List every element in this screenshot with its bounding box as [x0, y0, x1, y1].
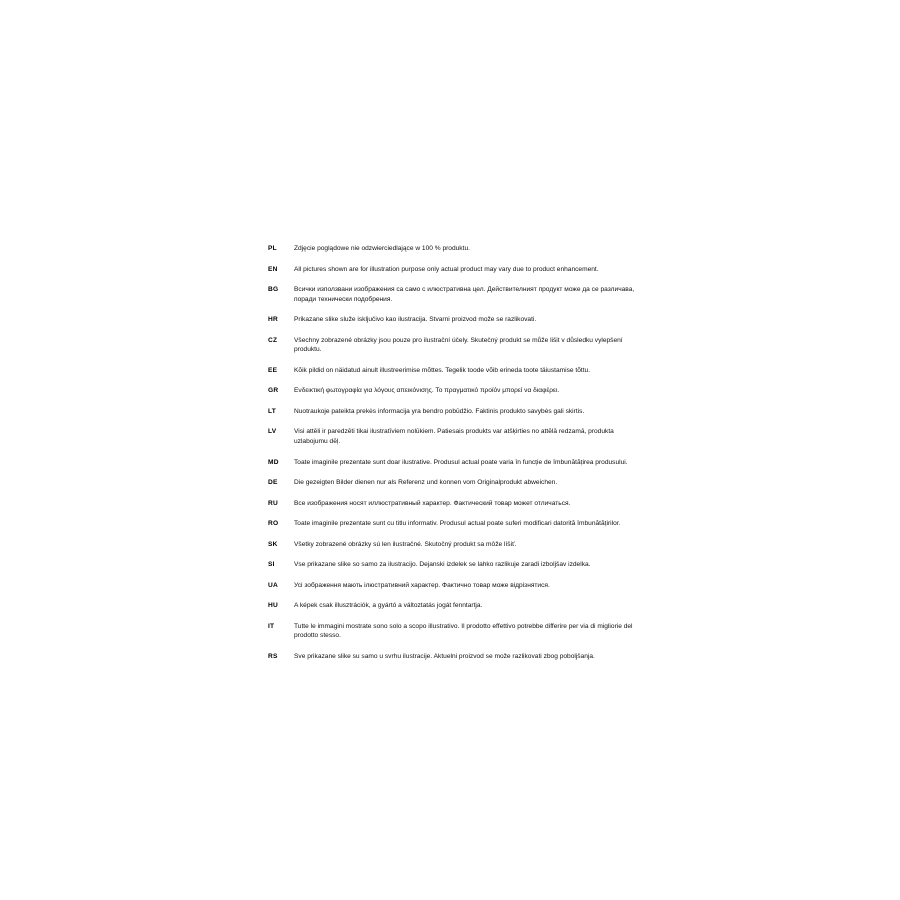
language-code: BG	[268, 286, 279, 294]
disclaimer-text: Sve prikazane slike su samo u svrhu ilustracije. Aktuelni proizvod se može razlikovati zbog poboljšanja.	[294, 653, 595, 661]
disclaimer-row	[268, 581, 668, 591]
language-code: SI	[268, 561, 275, 569]
disclaimer-text: A képek csak illusztrációk, a gyártó a változtatás jogát fenntartja.	[294, 602, 483, 610]
disclaimer-text: Toate imaginile prezentate sunt doar ilustrative. Produsul actual poate varia în funcție de îmbunătățirea produsului.	[294, 458, 628, 466]
disclaimer-text: All pictures shown are for illustration purpose only actual product may vary due to product enhancement.	[294, 265, 599, 273]
disclaimer-text: Vse prikazane slike so samo za ilustracijo. Dejanski izdelek se lahko razlikuje zaradi izboljšav izdelka.	[294, 561, 591, 569]
language-code: HU	[268, 602, 278, 610]
disclaimer-row	[268, 458, 668, 468]
disclaimer-text: Visi attēli ir paredzēti tikai ilustratīviem nolūkiem. Patiesais produkts var atšķirties no attēlā redzamā, produkta uzlabojumu dēļ.	[294, 428, 614, 446]
disclaimer-text: Všetky zobrazené obrázky sú len ilustračné. Skutočný produkt sa môže líšiť.	[294, 540, 517, 548]
disclaimer-row	[268, 407, 668, 417]
disclaimer-row	[268, 560, 668, 570]
language-code: UA	[268, 581, 278, 589]
disclaimer-text: Prikazane slike služe isključivo kao ilustracija. Stvarni proizvod može se razlikovati.	[294, 316, 537, 324]
language-code: DE	[268, 479, 278, 487]
disclaimer-row	[268, 499, 668, 509]
disclaimer-text: Всички използвани изображения са само с илюстративна цел. Действителният продукт може да се различава, поради технически подобрения.	[294, 286, 635, 303]
language-code: EE	[268, 366, 278, 374]
language-code: PL	[268, 245, 277, 252]
language-code: IT	[268, 622, 275, 630]
disclaimer-row	[268, 336, 668, 355]
disclaimer-text: Усі зображення мають ілюстративний характер. Фактично товар може відрізнятися.	[294, 581, 550, 589]
language-code: RS	[268, 653, 278, 661]
language-code: MD	[268, 458, 279, 466]
language-code: LT	[268, 407, 276, 415]
disclaimer-row	[268, 601, 668, 611]
multilingual-disclaimer-block	[268, 244, 668, 673]
language-code: RU	[268, 499, 278, 507]
disclaimer-row	[268, 315, 668, 325]
disclaimer-text: Všechny zobrazené obrázky jsou pouze pro ilustrační účely. Skutečný produkt se může lišit v důsledku vylepšení produktu.	[294, 336, 623, 354]
disclaimer-text: Zdjęcie poglądowe nie odzwierciedlające w 100 % produktu.	[294, 245, 470, 252]
language-code: EN	[268, 265, 278, 273]
language-code: SK	[268, 540, 278, 548]
disclaimer-row	[268, 652, 668, 662]
disclaimer-text: Die gezeigten Bilder dienen nur als Referenz und konnen vom Originalprodukt abweichen.	[294, 479, 558, 487]
disclaimer-text: Toate imaginile prezentate sunt cu titlu informativ. Produsul actual poate suferi modificari datorită îmbunătățirilor.	[294, 520, 621, 528]
disclaimer-row	[268, 386, 668, 396]
disclaimer-text: Nuotraukoje pateikta prekės informacija yra bendro pobūdžio. Faktinis produkto savybės gali skirtis.	[294, 407, 585, 415]
language-code: LV	[268, 428, 277, 436]
language-code: CZ	[268, 336, 278, 344]
disclaimer-row	[268, 366, 668, 376]
language-code: RO	[268, 520, 279, 528]
disclaimer-row	[268, 622, 668, 641]
disclaimer-row	[268, 285, 668, 304]
disclaimer-row	[268, 427, 668, 446]
disclaimer-row	[268, 540, 668, 550]
disclaimer-row	[268, 478, 668, 488]
disclaimer-text: Все изображения носят иллюстративный характер. Фактический товар может отличаться.	[294, 499, 571, 507]
language-code: HR	[268, 316, 278, 324]
disclaimer-row	[268, 519, 668, 529]
disclaimer-text: Tutte le immagini mostrate sono solo a scopo illustrativo. Il prodotto effettivo potrebbe differire per via di migliorie del prodotto stesso.	[294, 622, 633, 640]
disclaimer-text: Kõik pildid on näidatud ainult illustreerimise mõttes. Tegelik toode võib erineda toote täiustamise tõttu.	[294, 366, 591, 374]
disclaimer-text: Ενδεικτική φωτογραφία για λόγους απεικόνισης. Το πραγματικό προϊόν μπορεί να διαφέρει.	[294, 387, 560, 395]
language-code: GR	[268, 387, 279, 395]
disclaimer-row	[268, 244, 668, 254]
disclaimer-row	[268, 265, 668, 275]
